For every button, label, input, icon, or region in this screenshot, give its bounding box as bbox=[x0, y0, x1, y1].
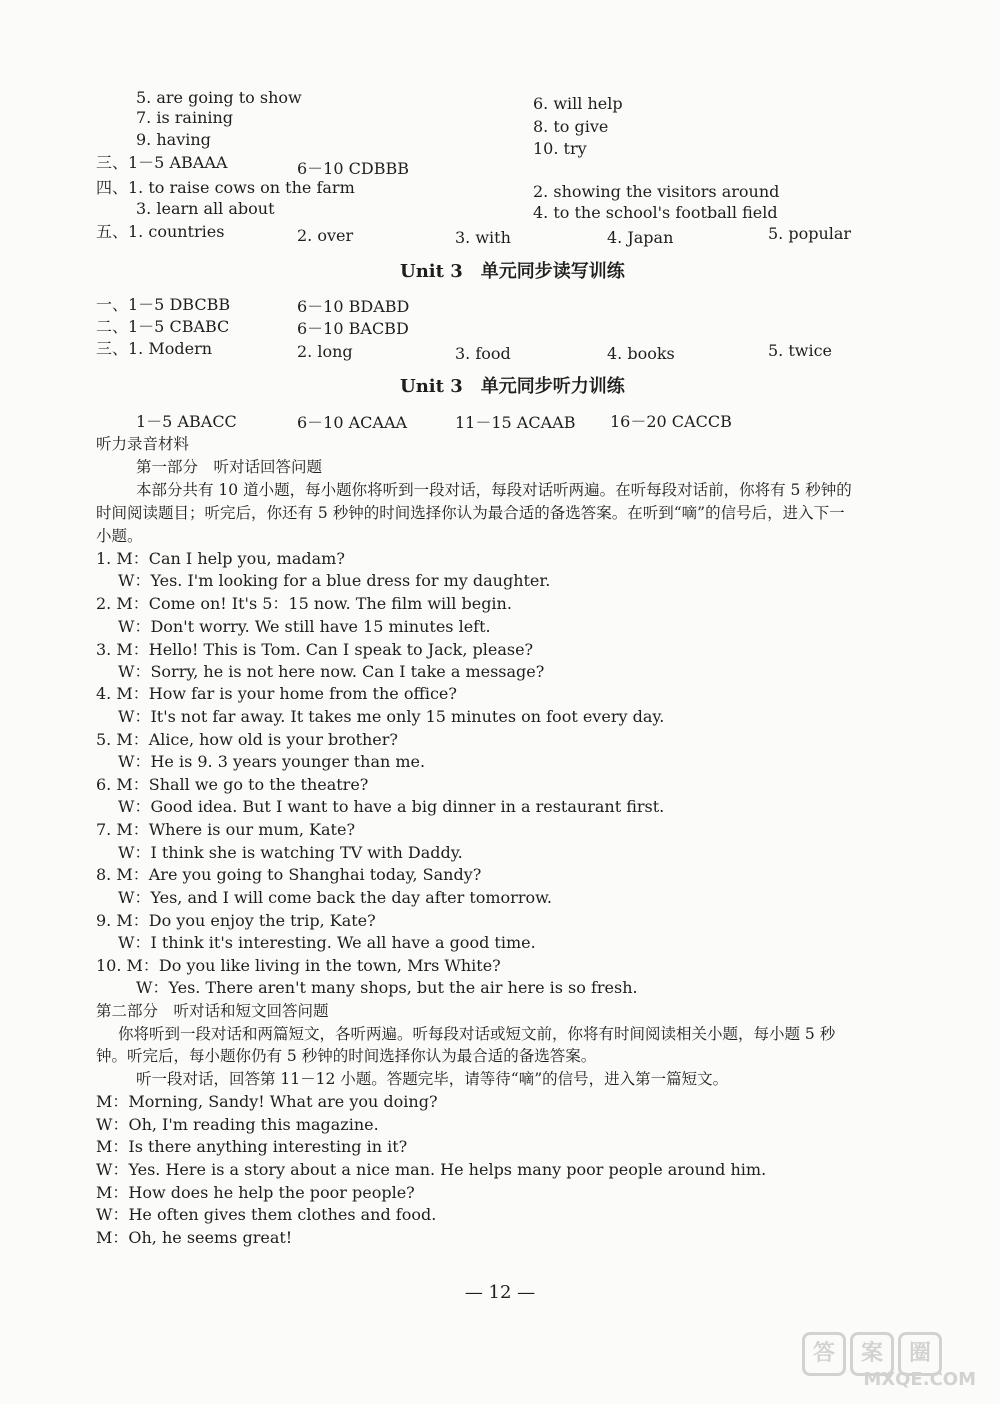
heading-listening: Unit 3 单元同步听力训练 bbox=[400, 376, 625, 397]
section4-q4: 4. to the school's football field bbox=[533, 203, 778, 222]
watermark-logo-icon: 圈 bbox=[898, 1332, 942, 1376]
dialogue-line: W：Don't worry. We still have 15 minutes left. bbox=[118, 617, 491, 636]
part2-intro-line3: 听一段对话，回答第 11－12 小题。答题完毕，请等待“嘀”的信号，进入第一篇短文。 bbox=[136, 1070, 729, 1088]
rw-section3-a: 三、1. Modern bbox=[96, 339, 213, 358]
rw-section3-d: 4. books bbox=[607, 344, 675, 363]
section5-a3: 3. with bbox=[455, 228, 511, 247]
section4-q1: 四、1. to raise cows on the farm bbox=[96, 178, 355, 197]
section3-answers-a: 三、1－5 ABAAA bbox=[96, 153, 228, 172]
dialogue-line: W：Yes. There aren't many shops, but the air here is so fresh. bbox=[136, 978, 638, 997]
rw-section3-b: 2. long bbox=[297, 342, 353, 361]
dialogue-line: W：Yes, and I will come back the day after tomorrow. bbox=[118, 888, 552, 907]
section4-q2: 2. showing the visitors around bbox=[533, 182, 780, 201]
part1-heading: 第一部分 听对话回答问题 bbox=[136, 458, 323, 476]
listening-answers-4: 16－20 CACCB bbox=[610, 412, 732, 431]
answer-5: 5. are going to show bbox=[136, 88, 302, 107]
dialogue-line: 10. M：Do you like living in the town, Mrs White? bbox=[96, 956, 501, 975]
dialogue2-line: M：Is there anything interesting in it? bbox=[96, 1137, 408, 1156]
dialogue2-line: M：Morning, Sandy! What are you doing? bbox=[96, 1092, 438, 1111]
part1-intro-line1: 本部分共有 10 道小题，每小题你将听到一段对话，每段对话听两遍。在听每段对话前，你将有 5 秒钟的 bbox=[136, 481, 852, 499]
section5-a2: 2. over bbox=[297, 226, 354, 245]
material-title: 听力录音材料 bbox=[96, 435, 190, 453]
watermark-logo bbox=[802, 1332, 982, 1390]
section5-a1: 五、1. countries bbox=[96, 222, 225, 241]
listening-answers-1: 1－5 ABACC bbox=[136, 412, 237, 431]
watermark-logo-icon: 答 bbox=[802, 1332, 846, 1376]
rw-section3-c: 3. food bbox=[455, 344, 511, 363]
answer-7: 7. is raining bbox=[136, 108, 234, 127]
dialogue-line: 1. M：Can I help you, madam? bbox=[96, 549, 345, 568]
dialogue-line: W：He is 9. 3 years younger than me. bbox=[118, 752, 426, 771]
answer-6: 6. will help bbox=[533, 94, 623, 113]
rw-section1-a: 一、1－5 DBCBB bbox=[96, 295, 231, 314]
dialogue2-line: W：Oh, I'm reading this magazine. bbox=[96, 1115, 379, 1134]
part2-intro-line1: 你将听到一段对话和两篇短文，各听两遍。听每段对话或短文前，你将有时间阅读相关小题，每小题 5 秒 bbox=[118, 1025, 836, 1043]
listening-answers-2: 6－10 ACAAA bbox=[297, 413, 408, 432]
dialogue-line: 7. M：Where is our mum, Kate? bbox=[96, 820, 356, 839]
dialogue-line: 2. M：Come on! It's 5：15 now. The film will begin. bbox=[96, 594, 512, 613]
rw-section3-e: 5. twice bbox=[768, 341, 833, 360]
dialogue-line: W：Yes. I'm looking for a blue dress for my daughter. bbox=[118, 571, 551, 590]
section5-a4: 4. Japan bbox=[607, 228, 674, 247]
dialogue2-line: M：How does he help the poor people? bbox=[96, 1183, 415, 1202]
part1-intro-line3: 小题。 bbox=[96, 527, 143, 545]
dialogue-line: 8. M：Are you going to Shanghai today, Sandy? bbox=[96, 865, 482, 884]
dialogue2-line: M：Oh, he seems great! bbox=[96, 1228, 293, 1247]
dialogue-line: W：Good idea. But I want to have a big dinner in a restaurant first. bbox=[118, 797, 665, 816]
part2-heading: 第二部分 听对话和短文回答问题 bbox=[96, 1002, 329, 1020]
dialogue-line: W：I think she is watching TV with Daddy. bbox=[118, 843, 463, 862]
rw-section2-b: 6－10 BACBD bbox=[297, 319, 409, 338]
part2-intro-line2: 钟。听完后，每小题你仍有 5 秒钟的时间选择你认为最合适的备选答案。 bbox=[96, 1047, 597, 1065]
answer-10: 10. try bbox=[533, 139, 587, 158]
section4-q3: 3. learn all about bbox=[136, 199, 275, 218]
dialogue-line: 4. M：How far is your home from the office? bbox=[96, 684, 457, 703]
listening-answers-3: 11－15 ACAAB bbox=[455, 413, 576, 432]
part1-intro-line2: 时间阅读题目；听完后，你还有 5 秒钟的时间选择你认为最合适的备选答案。在听到“嘀”的信号后，进入下一 bbox=[96, 504, 845, 522]
rw-section1-b: 6－10 BDABD bbox=[297, 297, 410, 316]
watermark-logo-icon: 案 bbox=[850, 1332, 894, 1376]
dialogue-line: 5. M：Alice, how old is your brother? bbox=[96, 730, 399, 749]
heading-reading-writing: Unit 3 单元同步读写训练 bbox=[400, 261, 625, 282]
dialogue-line: W：Sorry, he is not here now. Can I take a message? bbox=[118, 662, 545, 681]
answer-9: 9. having bbox=[136, 130, 211, 149]
watermark-url: MXQE.COM bbox=[863, 1369, 976, 1390]
dialogue2-line: W：He often gives them clothes and food. bbox=[96, 1205, 437, 1224]
dialogue-line: 9. M：Do you enjoy the trip, Kate? bbox=[96, 911, 376, 930]
rw-section2-a: 二、1－5 CBABC bbox=[96, 317, 230, 336]
dialogue2-line: W：Yes. Here is a story about a nice man. He helps many poor people around him. bbox=[96, 1160, 767, 1179]
dialogue-line: 3. M：Hello! This is Tom. Can I speak to Jack, please? bbox=[96, 640, 534, 659]
section5-a5: 5. popular bbox=[768, 224, 852, 243]
dialogue-line: W：It's not far away. It takes me only 15 minutes on foot every day. bbox=[118, 707, 665, 726]
answer-8: 8. to give bbox=[533, 117, 609, 136]
dialogue-line: W：I think it's interesting. We all have a good time. bbox=[118, 933, 536, 952]
section3-answers-b: 6－10 CDBBB bbox=[297, 159, 409, 178]
dialogue-line: 6. M：Shall we go to the theatre? bbox=[96, 775, 369, 794]
page-number: — 12 — bbox=[464, 1282, 536, 1303]
